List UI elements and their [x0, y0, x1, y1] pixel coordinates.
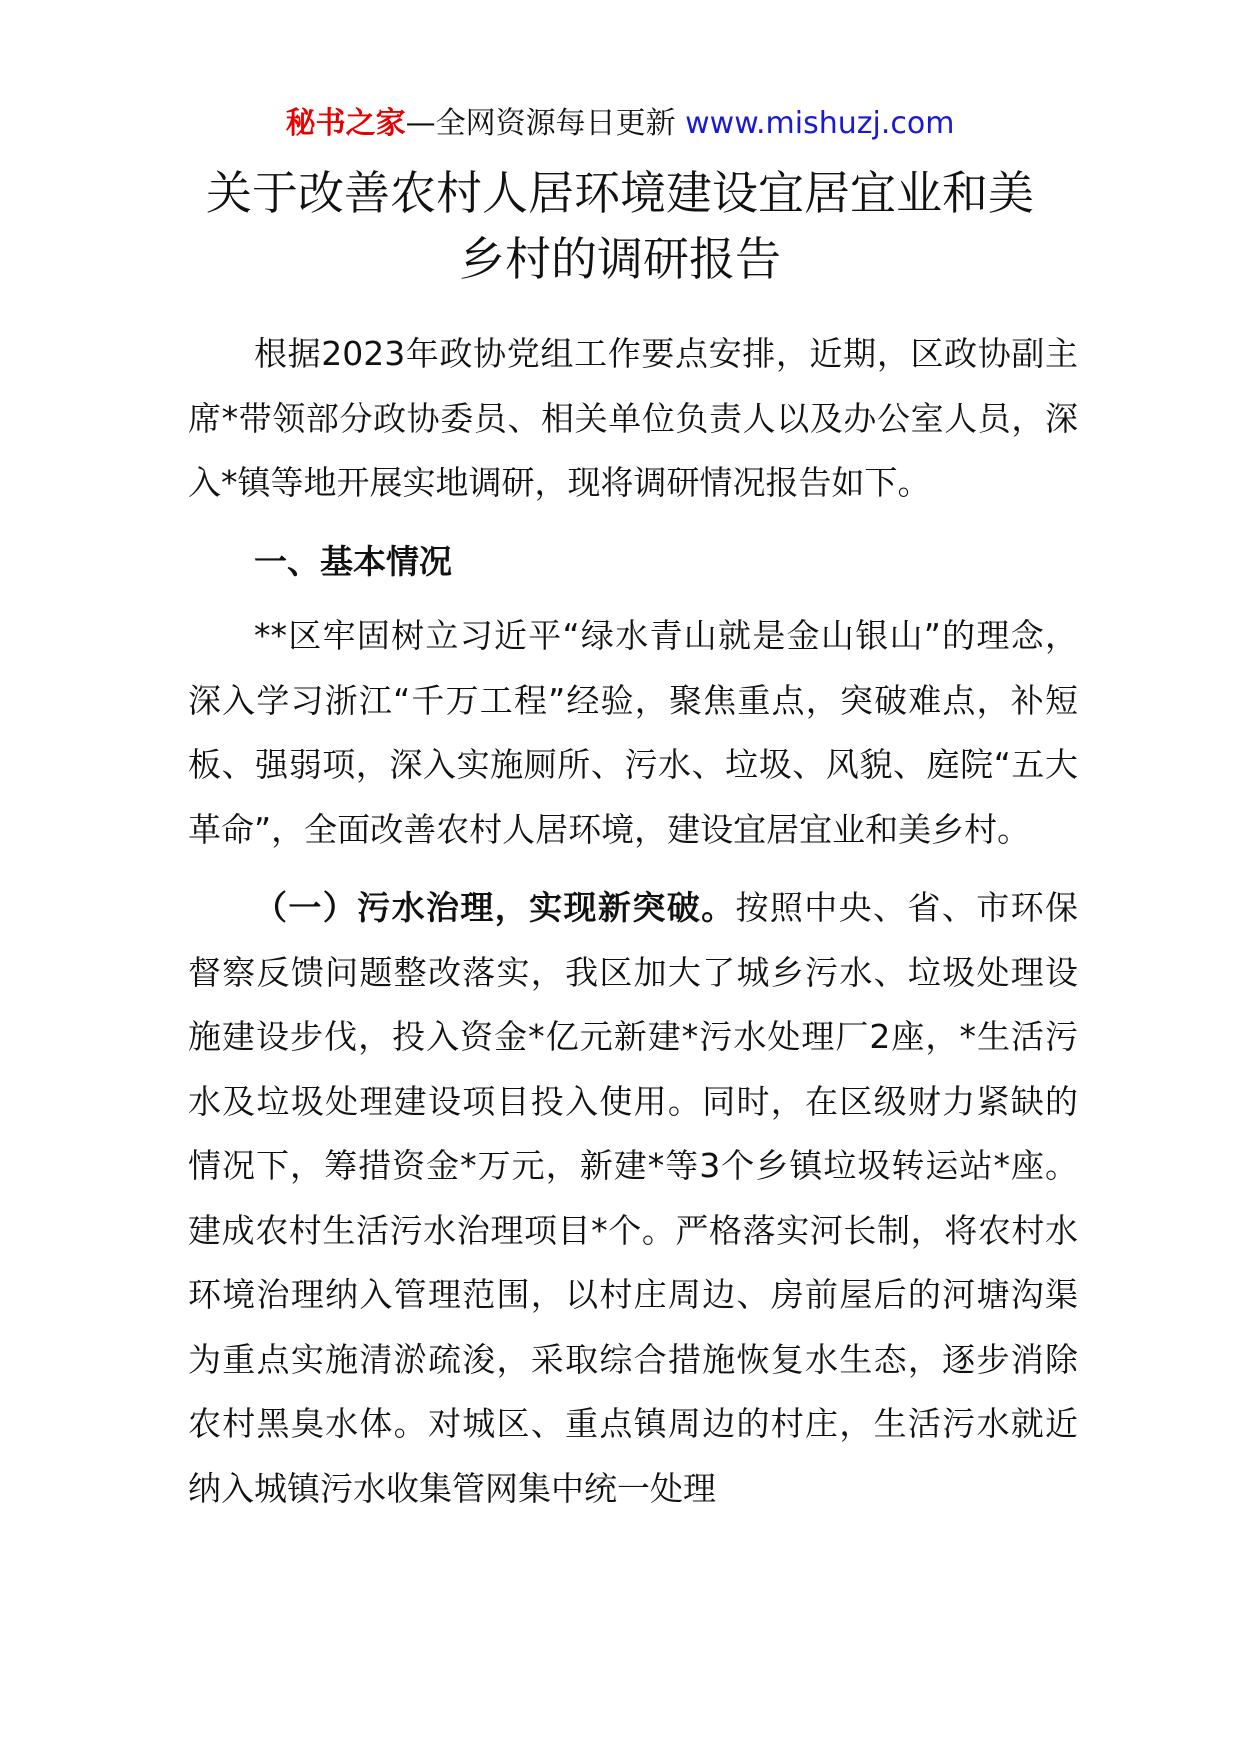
title-line-2: 乡村的调研报告: [459, 232, 781, 286]
title-line-1: 关于改善农村人居环境建设宜居宜业和美: [206, 166, 1034, 220]
header-tagline: —全网资源每日更新: [405, 106, 676, 141]
site-header: [0, 100, 1240, 148]
document-body: [188, 322, 1078, 1521]
section-heading-basic: 一、基本情况: [254, 541, 452, 581]
brand-name: 秘书之家: [285, 106, 406, 141]
intro-paragraph: 根据2023年政协党组工作要点安排，近期，区政协副主席*带领部分政协委员、相关单位负责人以及办公室人员，深入*镇等地开展实地调研，现将调研情况报告如下。: [188, 334, 1078, 502]
subsection-1-lead: （一）污水治理，实现新突破。: [254, 888, 736, 927]
site-url-link[interactable]: www.mishuzj.com: [685, 106, 955, 141]
document-title: [150, 160, 1090, 292]
section-1-paragraph: **区牢固树立习近平“绿水青山就是金山银山”的理念，深入学习浙江“千万工程”经验，聚焦重点，突破难点，补短板、强弱项，深入实施厕所、污水、垃圾、风貌、庭院“五大革命”，全面改善农村人居环境，建设宜居宜业和美乡村。: [188, 616, 1078, 849]
subsection-1-body: 按照中央、省、市环保督察反馈问题整改落实，我区加大了城乡污水、垃圾处理设施建设步伐，投入资金*亿元新建*污水处理厂2座，*生活污水及垃圾处理建设项目投入使用。同时，在区级财力紧缺的情况下，筹措资金*万元，新建*等3个乡镇垃圾转运站*座。建成农村生活污水治理项目*个。严格落实河长制，将农村水环境治理纳入管理范围，以村庄周边、房前屋后的河塘沟渠为重点实施清淤疏浚，采取综合措施恢复水生态，逐步消除农村黑臭水体。对城区、重点镇周边的村庄，生活污水就近纳入城镇污水收集管网集中统一处理: [188, 888, 1079, 1508]
subsection-1-paragraph: [188, 876, 1078, 1521]
